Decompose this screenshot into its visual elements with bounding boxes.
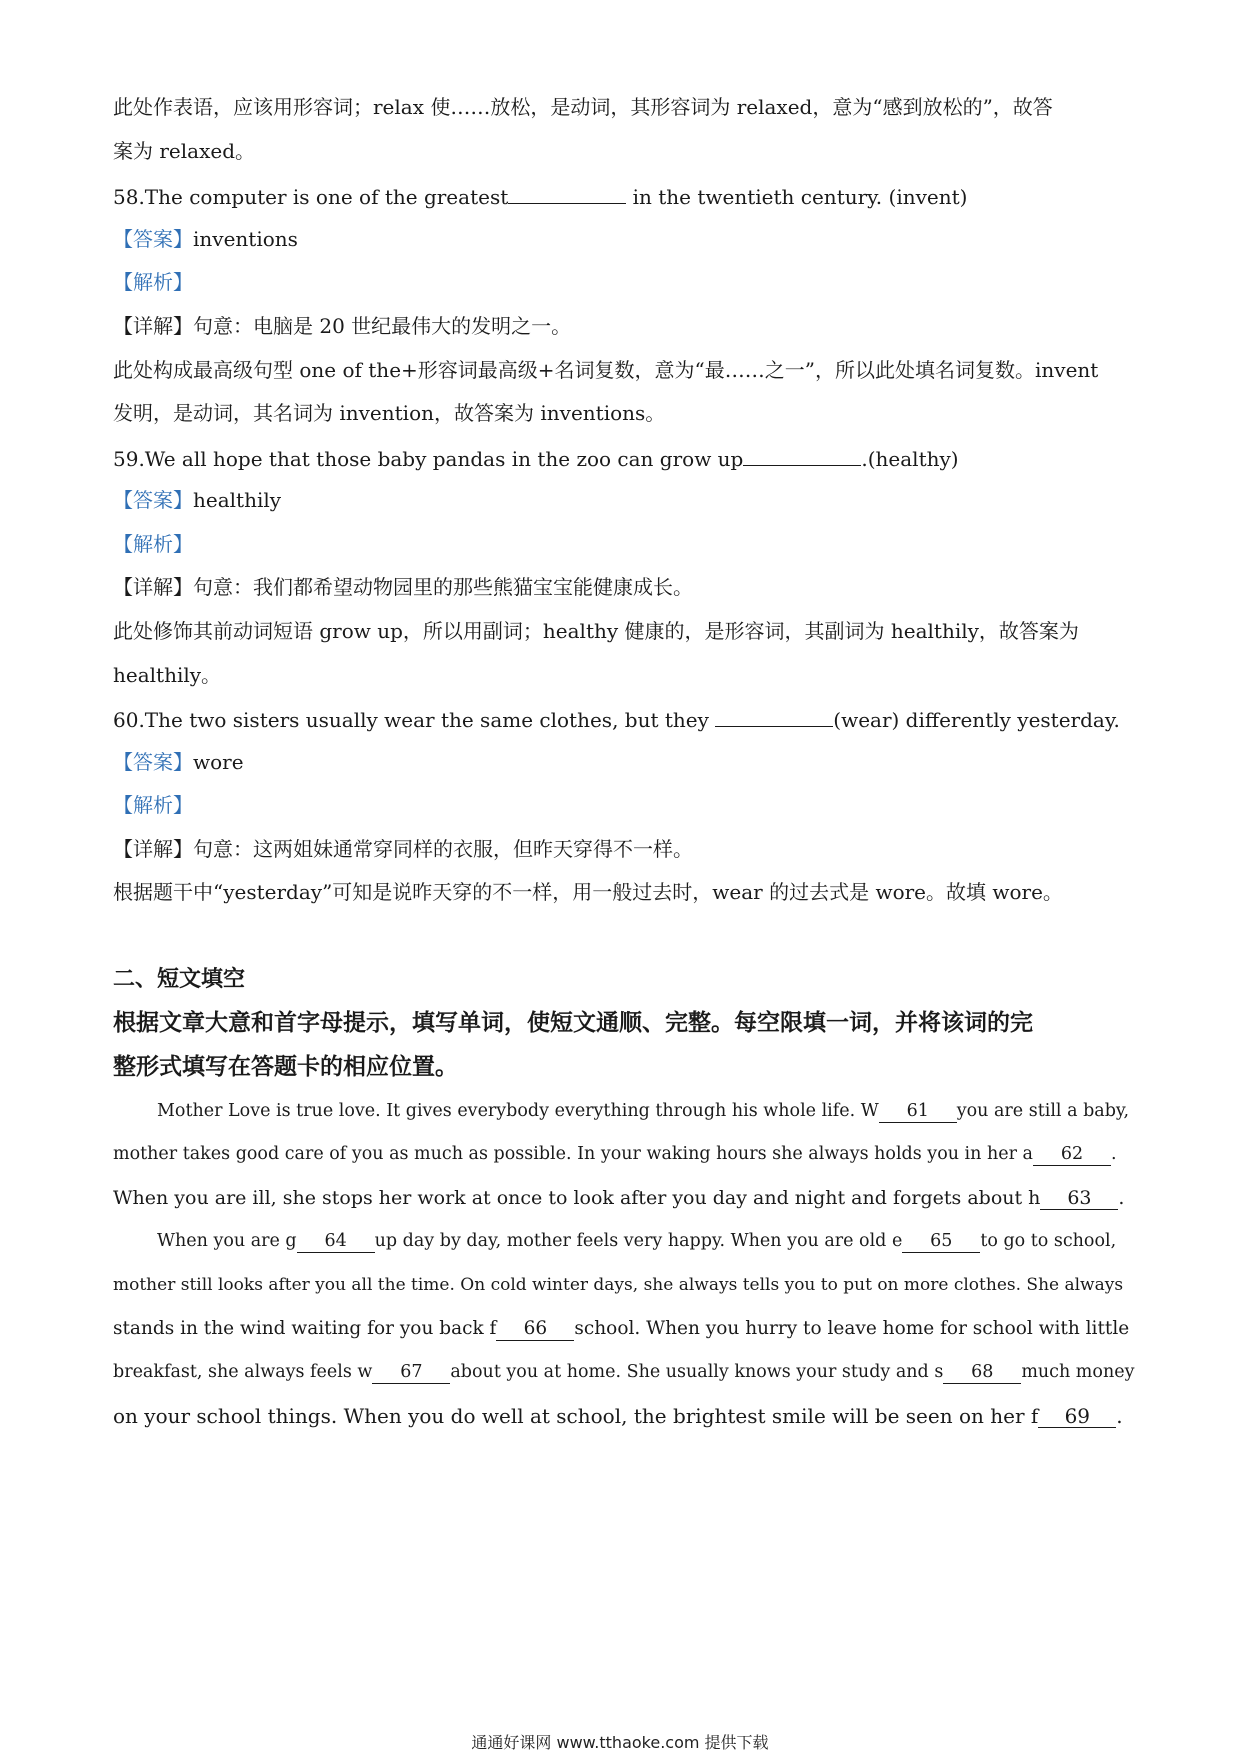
blank-66: 66 <box>496 1318 574 1341</box>
q60-stem-before: 60.The two sisters usually wear the same clothes, but they <box>113 708 716 732</box>
answer-tag: 【答案】 <box>113 750 193 774</box>
passage-text: . <box>1116 1404 1123 1428</box>
blank-61: 61 <box>879 1100 957 1123</box>
passage-line <box>113 1315 1133 1343</box>
blank-62: 62 <box>1033 1143 1111 1166</box>
q60-detail-text: 句意：这两姐妹通常穿同样的衣服，但昨天穿得不一样。 <box>193 837 693 861</box>
page-footer: 通通好课网 www.tthaoke.com 提供下载 <box>471 1733 769 1752</box>
q60-answer-value: wore <box>193 750 244 774</box>
q58-detail-text: 句意：电脑是 20 世纪最伟大的发明之一。 <box>193 314 572 338</box>
q60-stem <box>113 704 1133 734</box>
q59-stem-before: 59.We all hope that those baby pandas in the zoo can grow up <box>113 447 744 471</box>
q59-explain-line2: healthily。 <box>113 663 222 687</box>
section2-instruction-line1: 根据文章大意和首字母提示，填写单词，使短文通顺、完整。每空限填一词，并将该词的完 <box>113 1009 1033 1036</box>
passage-text: When you are ill, she stops her work at once to look after you day and night and forgets about h <box>113 1187 1041 1209</box>
blank-65: 65 <box>902 1230 980 1253</box>
q59-answer-value: healthily <box>193 488 282 512</box>
q57-explain-line1: 此处作表语，应该用形容词；relax 使……放松，是动词，其形容词为 relaxed，意为“感到放松的”，故答 <box>113 95 1053 119</box>
passage-text: mother takes good care of you as much as possible. In your waking hours she always holds you in her a <box>113 1144 1033 1164</box>
q58-detail <box>113 312 1133 340</box>
passage-text: about you at home. She usually knows your study and s <box>450 1362 944 1382</box>
q60-answer <box>113 748 1133 776</box>
q59-blank <box>743 443 861 466</box>
detail-tag: 【详解】 <box>113 314 193 338</box>
answer-tag: 【答案】 <box>113 488 193 512</box>
passage-text: you are still a baby, <box>956 1101 1130 1121</box>
passage-line <box>113 1184 1133 1212</box>
detail-tag: 【详解】 <box>113 575 193 599</box>
passage-line <box>157 1097 1133 1125</box>
q59-explain-line1: 此处修饰其前动词短语 grow up，所以用副词；healthy 健康的，是形容词，其副词为 healthily，故答案为 <box>113 619 1079 643</box>
q59-detail-text: 句意：我们都希望动物园里的那些熊猫宝宝能健康成长。 <box>193 575 693 599</box>
answer-tag: 【答案】 <box>113 227 193 251</box>
passage-text: stands in the wind waiting for you back f <box>113 1318 497 1339</box>
passage-text: up day by day, mother feels very happy. When you are old e <box>374 1231 903 1251</box>
section2-title: 二、短文填空 <box>113 966 246 992</box>
passage-text: on your school things. When you do well at school, the brightest smile will be seen on her f <box>113 1404 1039 1428</box>
q58-stem-after: in the twentieth century. (invent) <box>626 185 968 209</box>
q58-explain-line1: 此处构成最高级句型 one of the+形容词最高级+名词复数，意为“最……之一”，所以此处填名词复数。invent <box>113 358 1099 382</box>
blank-67: 67 <box>372 1361 450 1384</box>
q59-detail <box>113 573 1133 601</box>
blank-68: 68 <box>943 1361 1021 1384</box>
passage-text: breakfast, she always feels w <box>113 1362 373 1382</box>
passage-line: mother still looks after you all the time. On cold winter days, she always tells you to put on more clothes. She always <box>113 1275 1124 1295</box>
q59-stem <box>113 443 1133 473</box>
passage-line <box>157 1227 1133 1255</box>
q58-answer <box>113 225 1133 253</box>
q58-explain-line2: 发明，是动词，其名词为 invention，故答案为 inventions。 <box>113 401 666 425</box>
q60-explain-line1: 根据题干中“yesterday”可知是说昨天穿的不一样，用一般过去时，wear 的过去式是 wore。故填 wore。 <box>113 880 1063 904</box>
passage-text: to go to school, <box>980 1231 1117 1251</box>
q60-analysis-tag: 【解析】 <box>113 793 193 817</box>
passage-text: . <box>1110 1144 1117 1164</box>
q58-stem <box>113 181 1133 211</box>
passage-line <box>113 1140 1133 1168</box>
section2-instruction-line2: 整形式填写在答题卡的相应位置。 <box>113 1053 458 1080</box>
q58-analysis-tag: 【解析】 <box>113 270 193 294</box>
q60-stem-after: (wear) differently yesterday. <box>833 708 1120 732</box>
passage-text: . <box>1118 1187 1125 1209</box>
q59-stem-after: .(healthy) <box>861 447 959 471</box>
passage-text: Mother Love is true love. It gives everybody everything through his whole life. W <box>157 1101 879 1121</box>
passage-line <box>113 1358 1133 1386</box>
blank-63: 63 <box>1040 1187 1118 1210</box>
q58-stem-before: 58.The computer is one of the greatest <box>113 185 509 209</box>
q59-analysis-tag: 【解析】 <box>113 532 193 556</box>
passage-text: When you are g <box>157 1231 297 1251</box>
q58-answer-value: inventions <box>193 227 298 251</box>
passage-text: school. When you hurry to leave home for school with little <box>574 1318 1130 1339</box>
q60-blank <box>715 704 833 727</box>
q57-explain-line2: 案为 relaxed。 <box>113 139 255 163</box>
q60-detail <box>113 835 1133 863</box>
detail-tag: 【详解】 <box>113 837 193 861</box>
q58-blank <box>508 181 626 204</box>
passage-text: much money <box>1021 1362 1135 1382</box>
passage-line <box>113 1402 1133 1430</box>
blank-64: 64 <box>297 1230 375 1253</box>
q59-answer <box>113 486 1133 514</box>
blank-69: 69 <box>1038 1405 1116 1428</box>
